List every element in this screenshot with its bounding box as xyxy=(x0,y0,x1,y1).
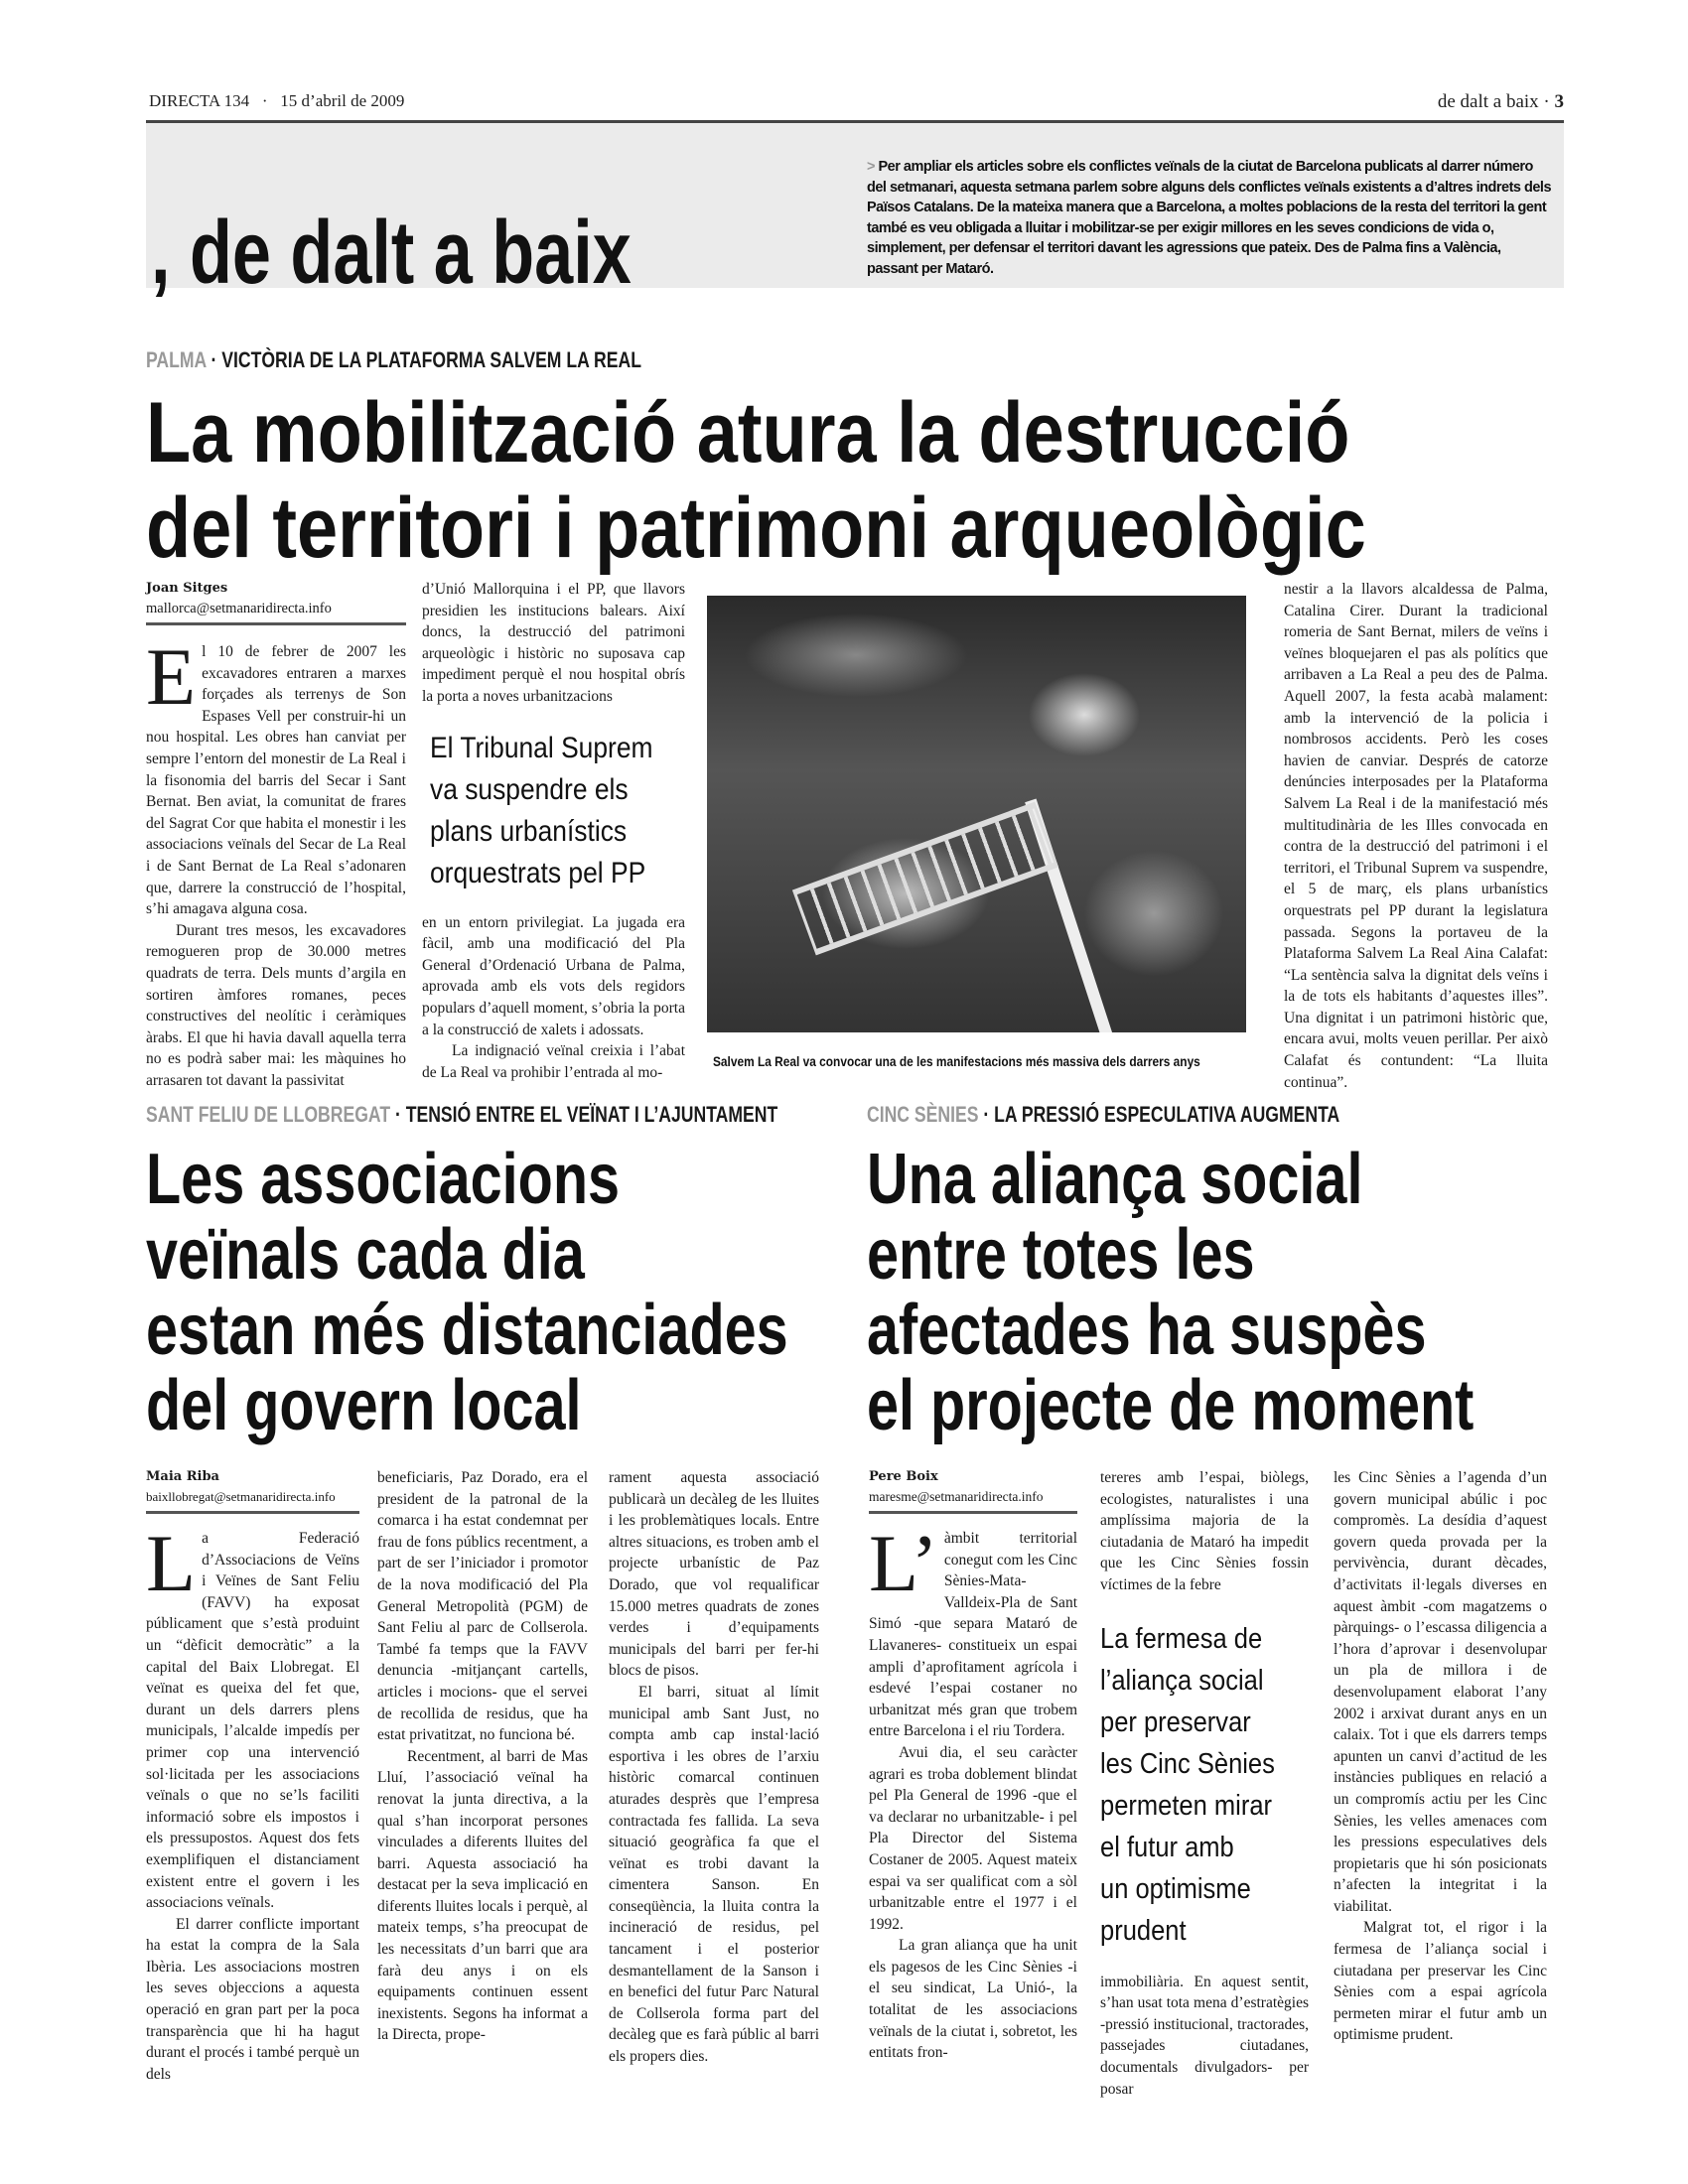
headline-line: el projecte de moment xyxy=(867,1366,1475,1445)
drop-cap: E xyxy=(146,631,197,722)
paragraph: l 10 de febrer de 2007 les excavadores entraren a marxes forçades als terrenys de Son Espases Vell per construir-hi un nou hospital. Les obres han canviat per sempre l’entorn del monestir de La Real i la fisonomia del barris del Secar i Sant Bernat. Ben aviat, la comunitat de frares del Sagrat Cor que habita el monestir i les associacions veïnals del Secar de La Real i de Sant Bernat de La Real s’adonaren que, darrere la construcció de l’hospital, s’hi amagava alguna cosa. xyxy=(146,643,406,918)
article-headline xyxy=(146,385,1366,576)
headline-line: afectades ha suspès xyxy=(867,1291,1427,1370)
drop-cap: L’ xyxy=(869,1518,938,1608)
headline-line: estan més distanciades xyxy=(146,1291,788,1370)
publication-name: DIRECTA 134 xyxy=(149,91,250,110)
article-column xyxy=(869,1467,1077,2064)
pull-quote-line: El Tribunal Suprem xyxy=(430,731,653,764)
paragraph: en un entorn privilegiat. La jugada era fàcil, amb una modificació del Pla General d’Ordenació Urbana de Palma, aprovada amb els vots dels regidors populars d’aquell moment, s’obria la porta a la construcció de xalets i adossats. xyxy=(422,913,685,1038)
paragraph: La gran aliança que ha unit els pagesos de les Cinc Sènies -i el seu sindicat, La Unió-, la totalitat de les associacions veïnals de la ciutat i, sobretot, les entitats fron- xyxy=(869,1937,1077,2062)
running-header-right xyxy=(1438,91,1564,113)
running-header-left xyxy=(149,91,404,111)
paragraph: d’Unió Mallorquina i el PP, que llavors presidien les institucions balears. Així doncs, la destrucció del patrimoni arqueològic i històric no suposava cap impediment perquè el nou hospital obrís la porta a noves urbanitzacions xyxy=(422,581,685,705)
author-name: Joan Sitges xyxy=(146,581,228,596)
paragraph: immobiliària. En aquest sentit, s’han usat tota mena d’estratègies -pressió institucional, tractorades, passejades ciutadanes, documentals divulgadors- per posar xyxy=(1100,1973,1309,2098)
article-column xyxy=(1284,579,1548,1093)
pull-quote xyxy=(1100,1618,1284,1952)
protest-photo xyxy=(707,596,1246,1032)
article-headline xyxy=(146,1142,788,1443)
article-kicker: · TENSIÓ ENTRE EL VEÏNAT I L’AJUNTAMENT xyxy=(394,1102,778,1127)
headline-line: veïnals cada dia xyxy=(146,1215,585,1295)
paragraph: El barri, situat al límit municipal amb Sant Just, no compta amb cap instal·lació esportiva i les obres de l’arxiu històric comarcal continuen aturades desprès que l’empresa contractada fes fallida. La seva situació geogràfica fa que el veïnat es trobi davant la cimentera Sanson. En conseqüència, la lluita contra la incineració de residus, pel tancament i el posterior desmantellament de la Sanson i en benefici del futur Parc Natural de Collserola forma part del decàleg que es farà públic al barri els propers dies. xyxy=(609,1683,819,2066)
author-email[interactable]: mallorca@setmanaridirecta.info xyxy=(146,599,406,625)
separator: · xyxy=(1543,91,1550,112)
page-number: 3 xyxy=(1554,91,1564,112)
article-section-label xyxy=(146,1102,777,1128)
paragraph: beneficiaris, Paz Dorado, era el president de la patronal de la comarca i ha estat condemnat per frau de fons públics recentment, a part de ser l’iniciador i promotor de la nova modificació del Pla General Metropolità (PGM) de Sant Feliu al parc de Collserola. També fa temps que la FAVV denuncia -mitjançant cartells, articles i mocions- que el servei de recollida de residus, que ha estat privatitzat, no funciona bé. xyxy=(377,1469,588,1744)
paragraph: Durant tres mesos, les excavadores remogueren prop de 30.000 metres quadrats de terra. Dels munts d’argila en sortiren àmfores romanes, peces constructives del neolític i ceràmiques àrabs. El que hi havia davall aquella terra no es podrà saber mai: les màquines ho arrasaren tot davant la passivitat xyxy=(146,921,406,1089)
headline-line: Una aliança social xyxy=(867,1140,1363,1219)
headline-line: Les associacions xyxy=(146,1140,621,1219)
section-title: , de dalt a baix xyxy=(151,204,632,303)
article-section-label xyxy=(867,1102,1339,1128)
pull-quote-line: orquestrats pel PP xyxy=(430,856,646,889)
intro-text: Per ampliar els articles sobre els conflictes veïnals de la ciutat de Barcelona publicats al darrer número del setmanari, aquesta setmana parlem sobre alguns dels conflictes veïnals existents a d’altres indrets dels Països Catalans. De la mateixa manera que a Barcelona, a moltes poblacions de la resta del territori la gent també es veu obligada a lluitar i mobilitzar-se per exigir millores en les seves condicions de vida o, simplement, per defensar el territori davant les agressions que pateix. Des de Palma fins a València, passant per Mataró. xyxy=(867,159,1552,277)
photo-caption: Salvem La Real va convocar una de les manifestacions més massiva dels darrers anys xyxy=(713,1053,1200,1069)
pull-quote-line: les Cinc Sènies xyxy=(1100,1747,1275,1780)
arrow-icon: > xyxy=(867,159,875,175)
author-email[interactable]: maresme@setmanaridirecta.info xyxy=(869,1487,1077,1514)
paragraph: Recentment, al barri de Mas Lluí, l’associació veïnal ha renovat la junta directiva, a la qual s’han incorporat persones vinculades a diferents lluites del barri. Aquesta associació ha destacat per la seva implicació en diferents lluites locals i perquè, al mateix temps, s’ha preocupat de les necessitats d’un barri que ara farà deu anys i on els equipaments continuen essent inexistents. Segons ha informat a la Directa, prope- xyxy=(377,1747,588,2044)
headline-line: La mobilització atura la destrucció xyxy=(146,385,1350,480)
paragraph: a Federació d’Associacions de Veïns i Veïnes de Sant Feliu (FAVV) ha exposat públicament que s’està produint un “dèficit democràtic” a la capital del Baix Llobregat. El veïnat es queixa del fet que, durant un dels darrers plens municipals, l’alcalde impedís per primer cop una intervenció sol·licitada per les associacions veïnals o que no se’ls faciliti informació sobre els impostos i els pressupostos. Aquest dos fets exemplifiquen el distanciament existent entre el govern i les associacions veïnals. xyxy=(146,1530,359,1912)
section-intro xyxy=(867,157,1552,279)
pull-quote-line: per preservar xyxy=(1100,1706,1251,1738)
paragraph: Malgrat tot, el rigor i la fermesa de l’aliança social i ciutadana per preservar les Cinc Sènies com a espai agrícola permeten mirar el futur amb un optimisme prudent. xyxy=(1334,1919,1547,2044)
article-column xyxy=(609,1467,819,2068)
headline-line: del territori i patrimoni arqueològic xyxy=(146,480,1366,576)
paragraph: àmbit territorial conegut com les Cinc Sènies-Mata-Valldeix-Pla de Sant Simó -que separa Mataró de Llavaneres- constitueix un espai ampli d’aprofitament agrícola i esdevé l’espai costaner no urbanitzat més gran que trobem entre Barcelona i el riu Tordera. xyxy=(869,1530,1077,1740)
pull-quote-line: l’aliança social xyxy=(1100,1664,1264,1697)
pull-quote xyxy=(430,728,654,894)
article-headline xyxy=(867,1142,1474,1443)
pull-quote-line: prudent xyxy=(1100,1914,1187,1947)
author-name: Maia Riba xyxy=(146,1469,219,1484)
paragraph: La indignació veïnal creixia i l’abat de La Real va prohibir l’entrada al mo- xyxy=(422,1042,685,1081)
article-place: SANT FELIU DE LLOBREGAT xyxy=(146,1102,391,1127)
paragraph: rament aquesta associació publicarà un decàleg de les lluites i les problemàtiques locals. Entre altres situacions, es troben amb el projecte urbanístic de Paz Dorado, que vol requalificar 15.000 metres quadrats de zones verdes i d’equipaments municipals del barri per fer-hi blocs de pisos. xyxy=(609,1469,819,1680)
section-name: de dalt a baix xyxy=(1437,91,1539,112)
article-section-label xyxy=(146,347,641,373)
paragraph: les Cinc Sènies a l’agenda d’un govern municipal abúlic i poc compromès. La desídia d’aquest govern queda provada per la pervivència, durant dècades, d’activitats il·legals diverses en aquest àmbit -com magatzems o pàrquings- o l’escassa diligencia a l’hora d’aprovar i desenvolupar un pla de millora i de desenvolupament elaborat l’any 2002 i arxivat durant anys en un calaix. Tot i que els darrers temps apunten un canvi d’actitud de les instàncies publiques en relació a un compromís actiu per les Cinc Sènies, les velles amenaces com les pressions especulatives dels propietaris que hi són posicionats n’afecten la integritat i la viabilitat. xyxy=(1334,1469,1547,1915)
headline-line: del govern local xyxy=(146,1366,582,1445)
pull-quote-line: un optimisme xyxy=(1100,1872,1251,1905)
article-column xyxy=(422,579,685,1083)
issue-date: 15 d’abril de 2009 xyxy=(280,91,405,110)
article-place: CINC SÈNIES xyxy=(867,1102,979,1127)
article-column xyxy=(377,1467,588,2046)
article-column xyxy=(146,1467,359,2085)
article-column xyxy=(1334,1467,1547,2046)
drop-cap: L xyxy=(146,1518,197,1608)
article-place: PALMA xyxy=(146,347,207,372)
pull-quote-line: La fermesa de xyxy=(1100,1622,1263,1655)
article-column xyxy=(146,579,406,1091)
article-kicker: · LA PRESSIÓ ESPECULATIVA AUGMENTA xyxy=(983,1102,1340,1127)
pull-quote-line: el futur amb xyxy=(1100,1831,1234,1863)
paragraph: El darrer conflicte important ha estat la compra de la Sala Ibèria. Les associacions mostren les seves objeccions a aquesta operació en gran part per la poca transparència que hi ha hagut durant el procés i també perquè un dels xyxy=(146,1915,359,2083)
pull-quote-line: permeten mirar xyxy=(1100,1789,1273,1822)
author-email[interactable]: baixllobregat@setmanaridirecta.info xyxy=(146,1487,359,1514)
pull-quote-line: va suspendre els xyxy=(430,772,629,806)
article-kicker: · VICTÒRIA DE LA PLATAFORMA SALVEM LA REAL xyxy=(211,347,641,372)
pull-quote-line: plans urbanístics xyxy=(430,814,628,848)
paragraph: tereres amb l’espai, biòlegs, ecologistes, naturalistes i una amplíssima majoria de la ciutadania de Mataró ha impedit que les Cinc Sènies fossin víctimes de la febre xyxy=(1100,1469,1309,1593)
paragraph: nestir a la llavors alcaldessa de Palma, Catalina Cirer. Durant la tradicional romeria de Sant Bernat, milers de veïns i veïnes bloquejaren el pas als polítics que arribaven a La Real a peu des de Palma. Aquell 2007, la festa acabà malament: amb la intervenció de la policia i nombrosos accidents. Però les coses havien de canviar. Després de catorze denúncies interposades per la Plataforma Salvem La Real i de la manifestació més multitudinària de les Illes convocada en contra de la destrucció del patrimoni i el territori, el Tribunal Suprem va suspendre, el 5 de març, els plans urbanístics orquestrats pel PP durant la legislatura passada. Segons la portaveu de la Plataforma Salvem La Real Aina Calafat: “La sentència salva la dignitat dels veïns i la de tots els habitants d’aquestes illes”. Una dignitat i un patrimoni històric que, encara avui, molts veuen perillar. Per això Calafat és contundent: “La lluita continua”. xyxy=(1284,581,1548,1091)
article-column xyxy=(1100,1467,1309,2100)
paragraph: Avui dia, el seu caràcter agrari es troba doblement blindat pel Pla General de 1996 -que el va declarar no urbanitzable- i pel Pla Director del Sistema Costaner de 2005. Aquest mateix espai va ser qualificat com a sòl urbanitzable entre el 1977 i el 1992. xyxy=(869,1743,1077,1933)
headline-line: entre totes les xyxy=(867,1215,1255,1295)
separator: · xyxy=(261,91,268,110)
author-name: Pere Boix xyxy=(869,1469,938,1484)
barrier xyxy=(792,802,1058,956)
